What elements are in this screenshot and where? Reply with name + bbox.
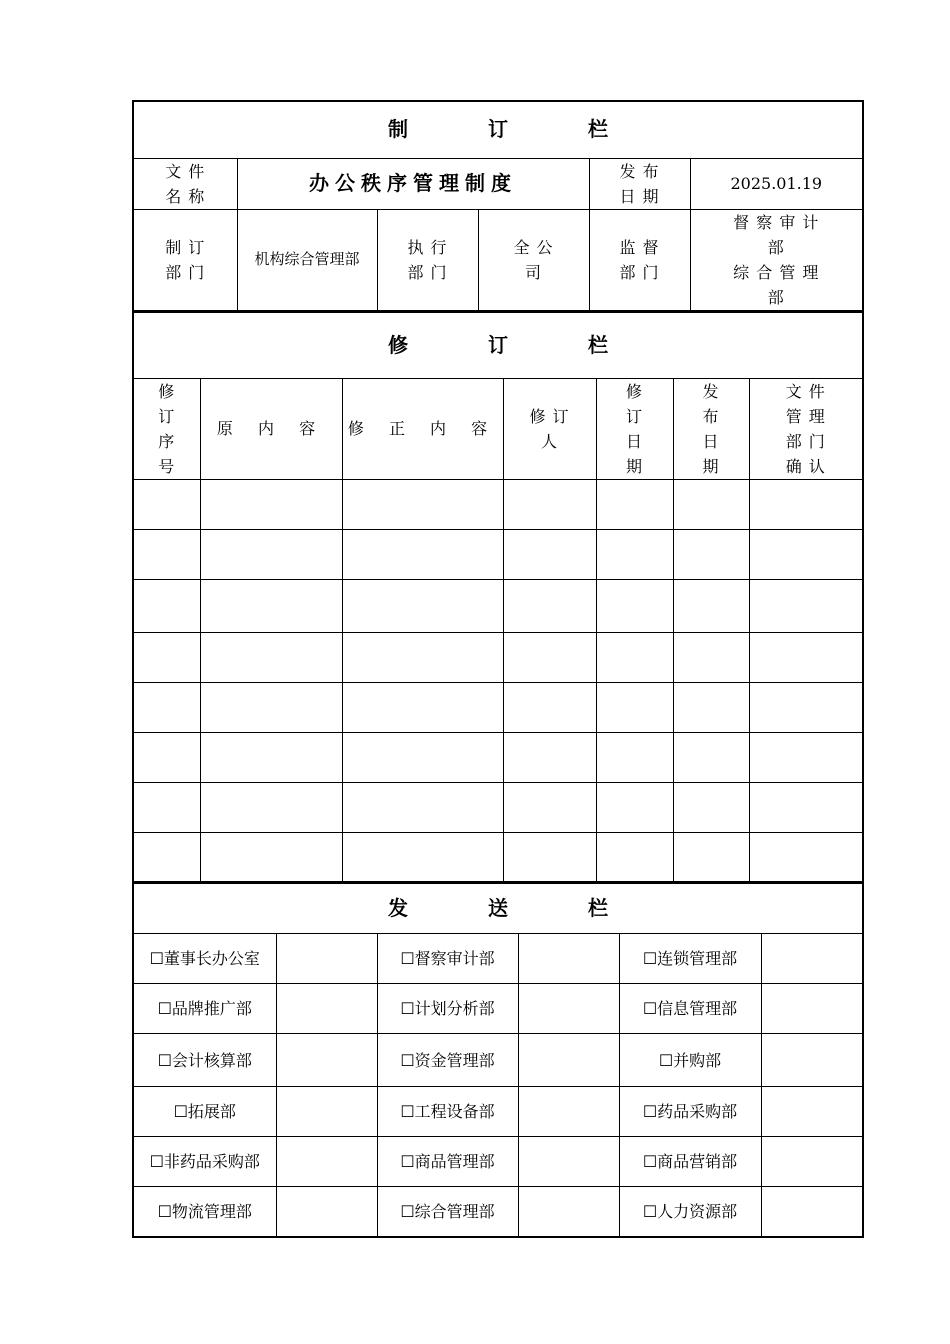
distribution-blank-cell[interactable] [276, 984, 377, 1034]
distribution-section-title: 发 送 栏 [133, 884, 863, 934]
doc-name: 办公秩序管理制度 [237, 158, 589, 209]
distribution-checkbox-item[interactable]: ☐董事长办公室 [133, 934, 276, 984]
revision-cell[interactable] [133, 832, 200, 882]
revision-cell[interactable] [596, 529, 673, 579]
distribution-checkbox-item[interactable]: ☐资金管理部 [377, 1034, 518, 1087]
revision-cell[interactable] [342, 832, 503, 882]
revision-cell[interactable] [596, 732, 673, 782]
revision-rows [133, 479, 863, 882]
revision-cell[interactable] [673, 632, 749, 682]
formulation-table [132, 100, 864, 312]
revision-cell[interactable] [133, 579, 200, 632]
distribution-row [133, 934, 863, 984]
revision-row [133, 782, 863, 832]
distribution-checkbox-item[interactable]: ☐计划分析部 [377, 984, 518, 1034]
header-revision-no: 修 订 序 号 [133, 378, 200, 479]
revision-cell[interactable] [342, 782, 503, 832]
distribution-checkbox-item[interactable]: ☐督察审计部 [377, 934, 518, 984]
formulation-section-title: 制 订 栏 [133, 101, 863, 158]
supervise-dept-label: 监 督 部 门 [589, 209, 690, 311]
distribution-blank-cell[interactable] [276, 1034, 377, 1087]
revision-cell[interactable] [749, 682, 863, 732]
revision-cell[interactable] [342, 682, 503, 732]
distribution-blank-cell[interactable] [276, 1087, 377, 1137]
revision-row [133, 732, 863, 782]
revision-cell[interactable] [749, 529, 863, 579]
revision-cell[interactable] [749, 832, 863, 882]
doc-name-label: 文 件 名 称 [133, 158, 237, 209]
revision-cell[interactable] [673, 529, 749, 579]
header-revised-content: 修 正 内 容 [342, 378, 503, 479]
distribution-blank-cell[interactable] [518, 1087, 619, 1137]
distribution-blank-cell[interactable] [276, 934, 377, 984]
revision-cell[interactable] [133, 529, 200, 579]
revision-row [133, 632, 863, 682]
distribution-row [133, 1034, 863, 1087]
distribution-checkbox-item[interactable]: ☐信息管理部 [619, 984, 761, 1034]
revision-cell[interactable] [503, 579, 596, 632]
revision-cell[interactable] [749, 632, 863, 682]
distribution-row [133, 1087, 863, 1137]
distribution-checkbox-item[interactable]: ☐物流管理部 [133, 1187, 276, 1237]
revision-cell[interactable] [503, 682, 596, 732]
publish-date: 2025.01.19 [690, 158, 863, 209]
revision-cell[interactable] [133, 479, 200, 529]
revision-row [133, 579, 863, 632]
distribution-blank-cell[interactable] [761, 934, 863, 984]
header-original-content: 原 内 容 [200, 378, 342, 479]
revision-cell[interactable] [673, 782, 749, 832]
distribution-blank-cell[interactable] [761, 984, 863, 1034]
revision-cell[interactable] [503, 782, 596, 832]
revision-cell[interactable] [200, 732, 342, 782]
distribution-checkbox-item[interactable]: ☐人力资源部 [619, 1187, 761, 1237]
revision-cell[interactable] [133, 732, 200, 782]
distribution-row [133, 984, 863, 1034]
revision-cell[interactable] [673, 832, 749, 882]
revision-table [132, 312, 864, 884]
revision-cell[interactable] [749, 479, 863, 529]
distribution-checkbox-item[interactable]: ☐非药品采购部 [133, 1137, 276, 1187]
distribution-checkbox-item[interactable]: ☐拓展部 [133, 1087, 276, 1137]
revision-cell[interactable] [673, 579, 749, 632]
distribution-blank-cell[interactable] [761, 1137, 863, 1187]
revision-cell[interactable] [342, 529, 503, 579]
revision-cell[interactable] [200, 632, 342, 682]
header-revision-date: 修 订 日 期 [596, 378, 673, 479]
distribution-checkbox-item[interactable]: ☐会计核算部 [133, 1034, 276, 1087]
revision-section-title: 修 订 栏 [133, 312, 863, 378]
distribution-blank-cell[interactable] [276, 1187, 377, 1237]
revision-cell[interactable] [749, 732, 863, 782]
header-doc-mgmt-confirm: 文 件 管 理 部 门 确 认 [749, 378, 863, 479]
distribution-blank-cell[interactable] [276, 1137, 377, 1187]
revision-cell[interactable] [673, 682, 749, 732]
revision-cell[interactable] [133, 782, 200, 832]
distribution-blank-cell[interactable] [761, 1187, 863, 1237]
distribution-checkbox-item[interactable]: ☐连锁管理部 [619, 934, 761, 984]
revision-cell[interactable] [200, 529, 342, 579]
revision-row [133, 832, 863, 882]
header-publish-date: 发 布 日 期 [673, 378, 749, 479]
drafting-dept-label: 制 订 部 门 [133, 209, 237, 311]
distribution-row [133, 1187, 863, 1237]
revision-cell[interactable] [503, 479, 596, 529]
distribution-checkbox-item[interactable]: ☐品牌推广部 [133, 984, 276, 1034]
exec-dept-label: 执 行 部 门 [377, 209, 478, 311]
distribution-blank-cell[interactable] [761, 1087, 863, 1137]
header-reviser: 修 订 人 [503, 378, 596, 479]
revision-cell[interactable] [596, 682, 673, 732]
revision-cell[interactable] [503, 832, 596, 882]
distribution-blank-cell[interactable] [761, 1034, 863, 1087]
distribution-checkbox-item[interactable]: ☐并购部 [619, 1034, 761, 1087]
revision-header-row [133, 378, 863, 479]
distribution-blank-cell[interactable] [518, 934, 619, 984]
revision-cell[interactable] [200, 579, 342, 632]
distribution-table [132, 883, 864, 1238]
revision-cell[interactable] [503, 632, 596, 682]
revision-cell[interactable] [596, 832, 673, 882]
distribution-checkbox-item[interactable]: ☐综合管理部 [377, 1187, 518, 1237]
distribution-checkbox-item[interactable]: ☐商品管理部 [377, 1137, 518, 1187]
revision-cell[interactable] [503, 732, 596, 782]
publish-date-label: 发 布 日 期 [589, 158, 690, 209]
drafting-dept: 机构综合管理部 [237, 209, 377, 311]
distribution-blank-cell[interactable] [518, 1034, 619, 1087]
revision-cell[interactable] [749, 579, 863, 632]
distribution-blank-cell[interactable] [518, 1187, 619, 1237]
distribution-rows [133, 934, 863, 1237]
revision-row [133, 479, 863, 529]
distribution-blank-cell[interactable] [518, 984, 619, 1034]
revision-cell[interactable] [200, 832, 342, 882]
revision-row [133, 682, 863, 732]
revision-cell[interactable] [133, 682, 200, 732]
exec-dept: 全 公 司 [478, 209, 589, 311]
revision-cell[interactable] [342, 579, 503, 632]
distribution-blank-cell[interactable] [518, 1137, 619, 1187]
revision-cell[interactable] [342, 632, 503, 682]
revision-cell[interactable] [749, 782, 863, 832]
revision-cell[interactable] [200, 682, 342, 732]
revision-cell[interactable] [596, 479, 673, 529]
revision-cell[interactable] [200, 479, 342, 529]
revision-cell[interactable] [200, 782, 342, 832]
revision-cell[interactable] [596, 632, 673, 682]
distribution-checkbox-item[interactable]: ☐商品营销部 [619, 1137, 761, 1187]
distribution-row [133, 1137, 863, 1187]
revision-cell[interactable] [596, 579, 673, 632]
distribution-checkbox-item[interactable]: ☐工程设备部 [377, 1087, 518, 1137]
revision-cell[interactable] [342, 732, 503, 782]
revision-cell[interactable] [503, 529, 596, 579]
document-sheet [132, 100, 862, 1238]
supervise-dept: 督 察 审 计 部 综 合 管 理 部 [690, 209, 863, 311]
revision-row [133, 529, 863, 579]
revision-cell[interactable] [596, 782, 673, 832]
revision-cell[interactable] [342, 479, 503, 529]
revision-cell[interactable] [133, 632, 200, 682]
revision-cell[interactable] [673, 732, 749, 782]
distribution-checkbox-item[interactable]: ☐药品采购部 [619, 1087, 761, 1137]
revision-cell[interactable] [673, 479, 749, 529]
